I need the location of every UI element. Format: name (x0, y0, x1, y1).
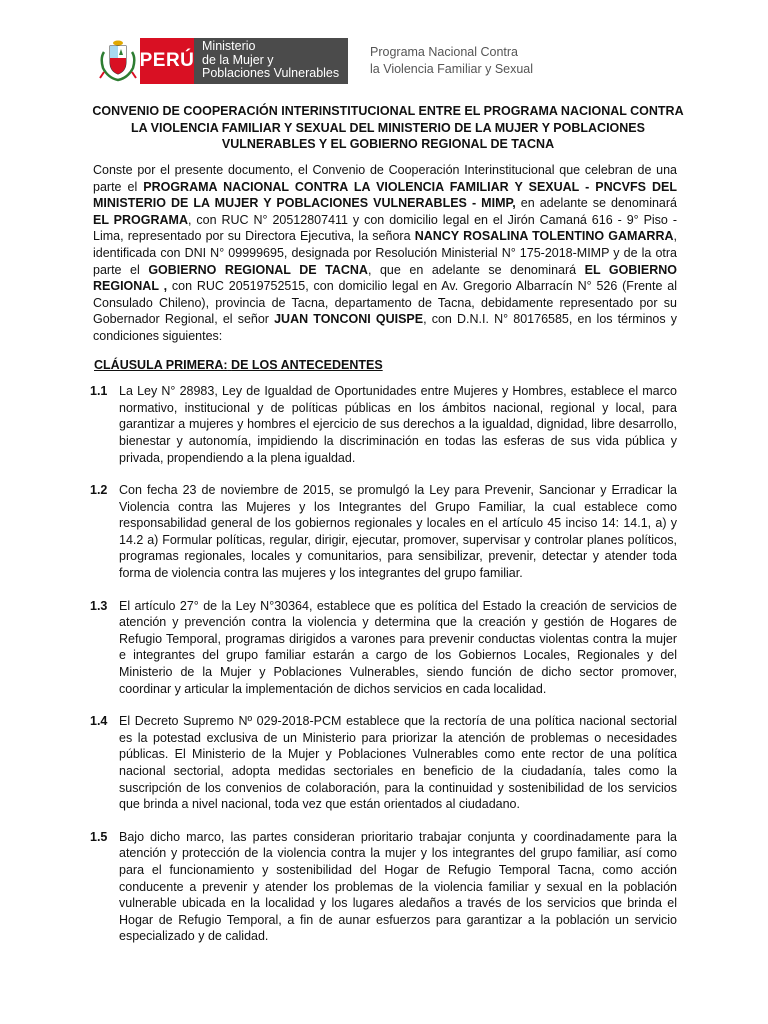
item-number: 1.5 (90, 829, 108, 844)
intro-bold: EL GOBIERNO REGIONAL , (93, 262, 677, 294)
letterhead (98, 36, 738, 86)
ministry-line: Ministerio (202, 39, 256, 53)
coat-of-arms-icon (98, 38, 138, 82)
clause-prefix: CLÁUSULA PRIMERA: (94, 357, 228, 372)
intro-paragraph (93, 162, 677, 345)
intro-text: Conste por el presente documento, el Convenio de Cooperación Interinstitucional que celebran de una parte el (93, 163, 677, 194)
ministry-line: Poblaciones Vulnerables (202, 66, 340, 80)
intro-text: , con D.N.I. N° 80176585, en los términos y condiciones siguientes: (93, 312, 677, 343)
item-number: 1.3 (90, 598, 108, 613)
intro-text: en adelante se denominará (515, 196, 678, 211)
ministry-line: de la Mujer y (202, 52, 274, 67)
item-text: Con fecha 23 de noviembre de 2015, se promulgó la Ley para Prevenir, Sancionar y Erradicar la Violencia contra las Mujeres y los Integrantes del Grupo Familiar, la cual establece como responsabilidad general de los gobiernos regionales y locales en el artículo 45 inciso 14: 14.1, a) y 14.2 a) Formular políticas, regular, dirigir, ejecutar, promover, supervisar y controlar planes políticos, programas regionales, locales y comunitarios, para sensibilizar, prevenir, detectar y atender toda forma de violencia contra las mujeres y los integrantes del grupo familiar. (119, 483, 677, 581)
document-body (90, 162, 678, 961)
clause-heading (94, 357, 677, 374)
intro-bold: PROGRAMA NACIONAL CONTRA LA VIOLENCIA FAMILIAR Y SEXUAL - PNCVFS DEL MINISTERIO DE LA MUJER Y POBLACIONES VULNERABLES - MIMP, (93, 179, 677, 211)
item-number: 1.4 (90, 714, 108, 729)
intro-bold: NANCY ROSALINA TOLENTINO GAMARRA (414, 229, 674, 244)
clause-items (90, 383, 677, 945)
item-number: 1.2 (90, 483, 108, 498)
item-number: 1.1 (90, 384, 108, 399)
program-line: Programa Nacional Contra (370, 45, 518, 59)
peru-logo (140, 38, 194, 84)
list-item (90, 482, 677, 582)
document-title: CONVENIO DE COOPERACIÓN INTERINSTITUCIONAL ENTRE EL PROGRAMA NACIONAL CONTRA LA VIOLENCIA FAMILIAR Y SEXUAL DEL MINISTERIO DE LA MUJER Y POBLACIONES VULNERABLES Y EL GOBIERNO REGIONAL DE TACNA (92, 104, 684, 151)
list-item (90, 713, 677, 813)
intro-text: , identificada con DNI N° 09999695, designada por Resolución Ministerial N° 175-2018-MIMP y de la otra parte el (93, 229, 677, 277)
country-label: PERÚ (139, 50, 195, 71)
intro-bold: EL PROGRAMA (93, 212, 188, 227)
item-text: Bajo dicho marco, las partes consideran prioritario trabajar conjunta y coordinadamente para la atención y protección de la violencia contra la mujer y los integrantes del grupo familiar, así como para el funcionamiento y sostenibilidad del Hogar de Refugio Temporal Tacna, como acción conducente a prevenir y atender los problemas de la violencia familiar y sexual en la población vulnerable ubicada en la localidad y los lugares aledaños a través de los servicios que brinda el Hogar de Refugio Temporal, a fin de aunar esfuerzos para garantizar a la población un servicio especializado y de calidad. (119, 829, 677, 944)
intro-bold: JUAN TONCONI QUISPE (274, 312, 424, 327)
item-text: El Decreto Supremo Nº 029-2018-PCM establece que la rectoría de una política nacional sectorial es la potestad exclusiva de un Ministerio para priorizar la atención de problemas o necesidades públicas. El Ministerio de la Mujer y Poblaciones Vulnerables como ente rector de una política nacional sectorial, adopta medidas sectoriales en beneficio de la ciudadanía, tales como la suscripción de los convenios de colaboración, para la continuidad y sostenibilidad de los servicios que brinda a nivel nacional, toda vez que están orientados al ciudadano. (119, 714, 677, 812)
item-text: La Ley N° 28983, Ley de Igualdad de Oportunidades entre Mujeres y Hombres, establece el marco normativo, institucional y de políticas públicas en los ámbitos nacional, regional y local, para garantizar a mujeres y hombres el ejercicio de sus derechos a la igualdad, dignidad, libre desarrollo, bienestar y autonomía, impidiendo la discriminación en todas las esferas de sus vida pública y privada, propendiendo a la plena igualdad. (119, 384, 677, 465)
list-item (90, 598, 677, 698)
intro-text: , con RUC N° 20512807411 y con domicilio legal en el Jirón Camaná 616 - 9° Piso - Lima, representado por su Directora Ejecutiva, la señora (93, 212, 677, 244)
list-item (90, 383, 677, 466)
intro-text: , que en adelante se denominará (367, 262, 585, 277)
program-name (370, 44, 533, 78)
item-text: El artículo 27° de la Ley N°30364, establece que es política del Estado la creación de servicios de atención y prevención contra la violencia y determina que la creación y gestión de Hogares de Refugio Temporal, programas dirigidos a varones para prevenir conductas violentas contra la mujer e integrantes del grupo familiar estarán a cargo de los Gobiernos Locales, Regionales y del Ministerio de la Mujer y Poblaciones Vulnerables, siendo función de dicho sector promover, coordinar y articular la implementación de dichos servicios en cada localidad. (119, 598, 677, 696)
program-line: la Violencia Familiar y Sexual (370, 62, 534, 76)
clause-title: DE LOS ANTECEDENTES (231, 357, 383, 372)
list-item (90, 829, 677, 945)
intro-bold: GOBIERNO REGIONAL DE TACNA (148, 262, 368, 277)
ministry-logo (194, 38, 348, 84)
intro-text: con RUC 20519752515, con domicilio legal en Av. Gregorio Albarracín N° 526 (Frente al Consulado Chileno), provincia de Tacna, departamento de Tacna, debidamente representado por su Gobernador Regional, el señor (93, 279, 677, 327)
